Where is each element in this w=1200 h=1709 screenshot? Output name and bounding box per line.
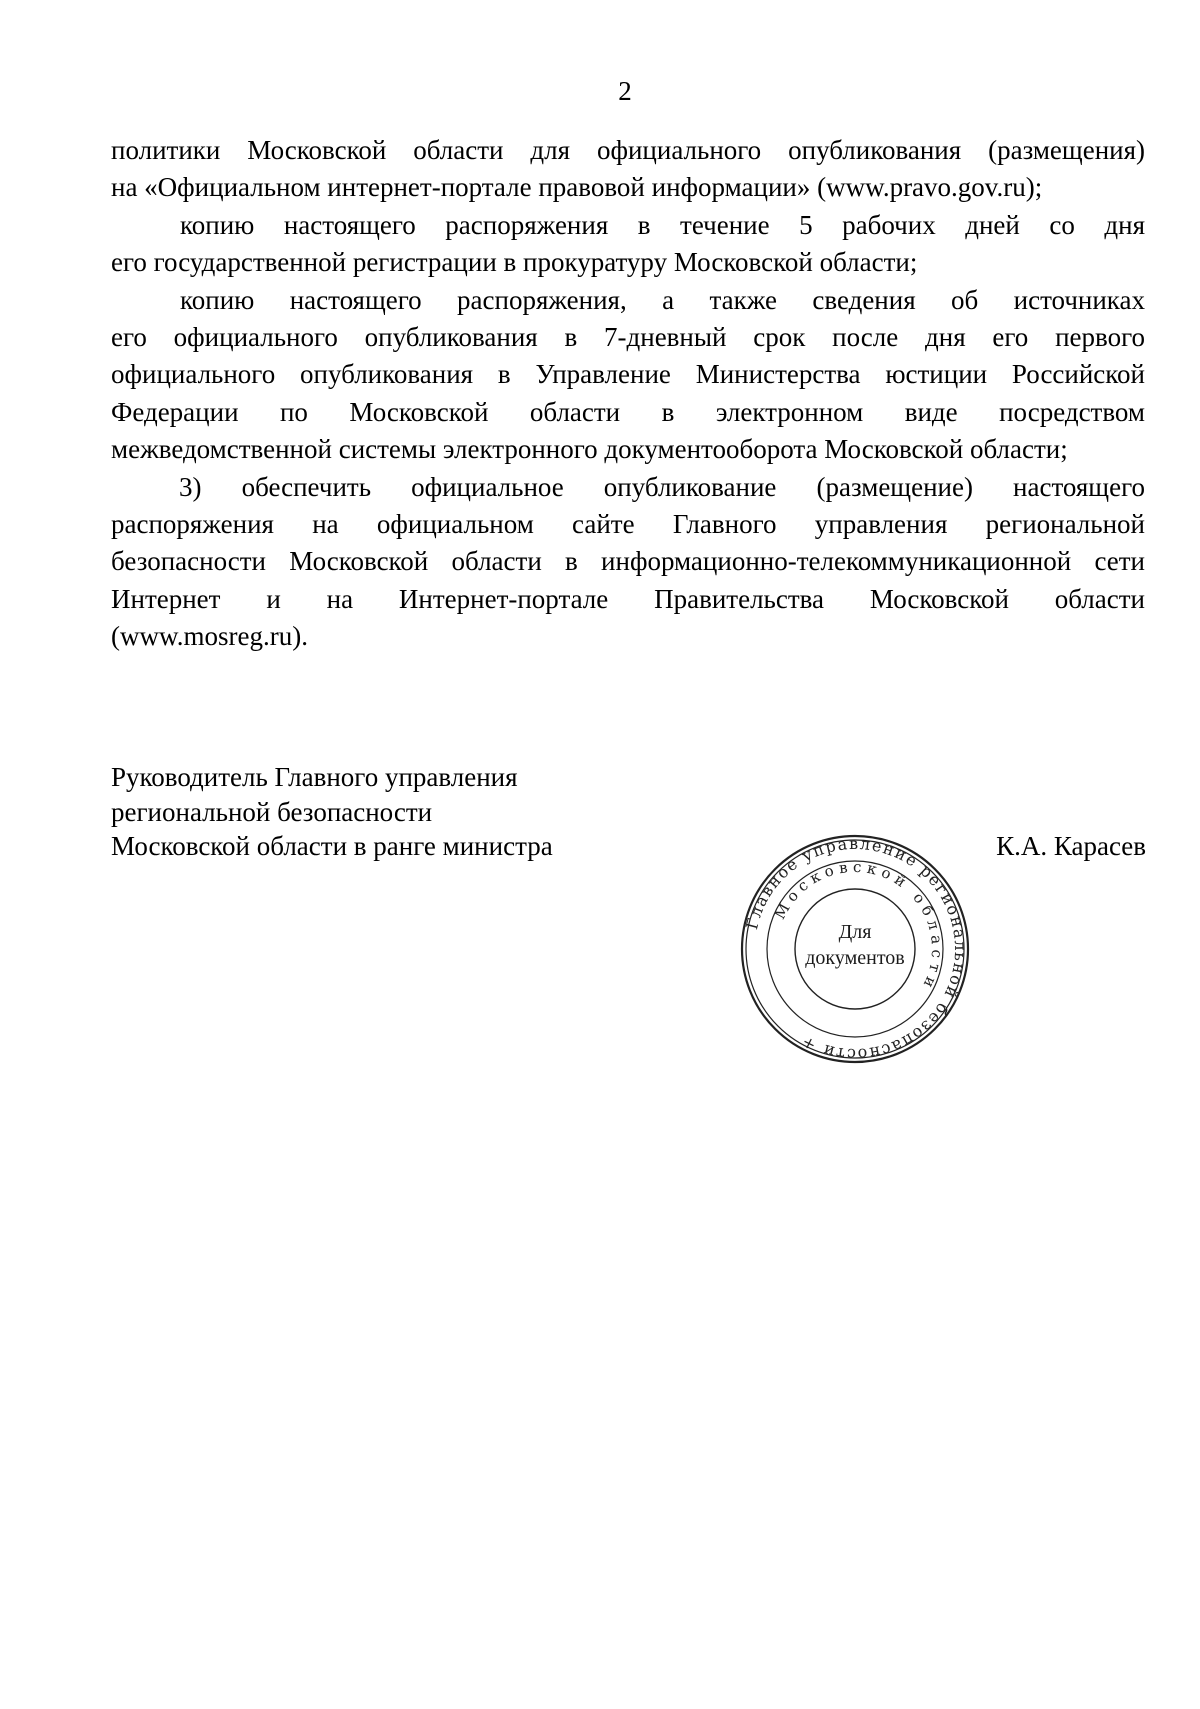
paragraph-line: (www.mosreg.ru). — [111, 621, 308, 652]
paragraph-line: на «Официальном интернет-портале правовой информации» (www.pravo.gov.ru); — [111, 172, 1043, 203]
signatory-title-line: Московской области в ранге министра — [111, 831, 553, 861]
paragraph-line: копию настоящего распоряжения в течение 5 рабочих дней со дня — [180, 209, 1145, 240]
paragraph-line: официального опубликования в Управление Министерства юстиции Российской — [111, 359, 1145, 390]
paragraph-line: Интернет и на Интернет-портале Правительства Московской области — [111, 583, 1145, 614]
paragraph-line: Федерации по Московской области в электронном виде посредством — [111, 396, 1145, 427]
seal-center-line: документов — [805, 947, 905, 969]
signatory-name: К.А. Карасев — [996, 831, 1146, 861]
paragraph-line: межведомственной системы электронного документооборота Московской области; — [111, 434, 1068, 465]
seal-inner-text: Московской области — [770, 857, 947, 996]
paragraph-line: его государственной регистрации в прокуратуру Московской области; — [111, 247, 918, 278]
paragraph-line: его официального опубликования в 7-дневный срок после дня его первого — [111, 322, 1145, 353]
paragraph-line: распоряжения на официальном сайте Главного управления региональной — [111, 509, 1145, 540]
paragraph-line: политики Московской области для официального опубликования (размещения) — [111, 135, 1145, 165]
seal-outer-text: Главное управление региональной безопасности + — [742, 834, 970, 1064]
paragraph-line: безопасности Московской области в информационно-телекоммуникационной сети — [111, 546, 1145, 577]
document-body — [111, 132, 1145, 656]
paragraph-line: копию настоящего распоряжения, а также сведения об источниках — [180, 284, 1145, 315]
signatory-title — [111, 760, 553, 864]
official-seal — [740, 834, 970, 1064]
signatory-title-line: Руководитель Главного управления — [111, 762, 518, 792]
paragraph-line: 3) обеспечить официальное опубликование (размещение) настоящего — [179, 471, 1145, 502]
page-number: 2 — [618, 76, 632, 106]
signatory-title-line: региональной безопасности — [111, 796, 433, 827]
seal-center-line: Для — [838, 921, 872, 943]
